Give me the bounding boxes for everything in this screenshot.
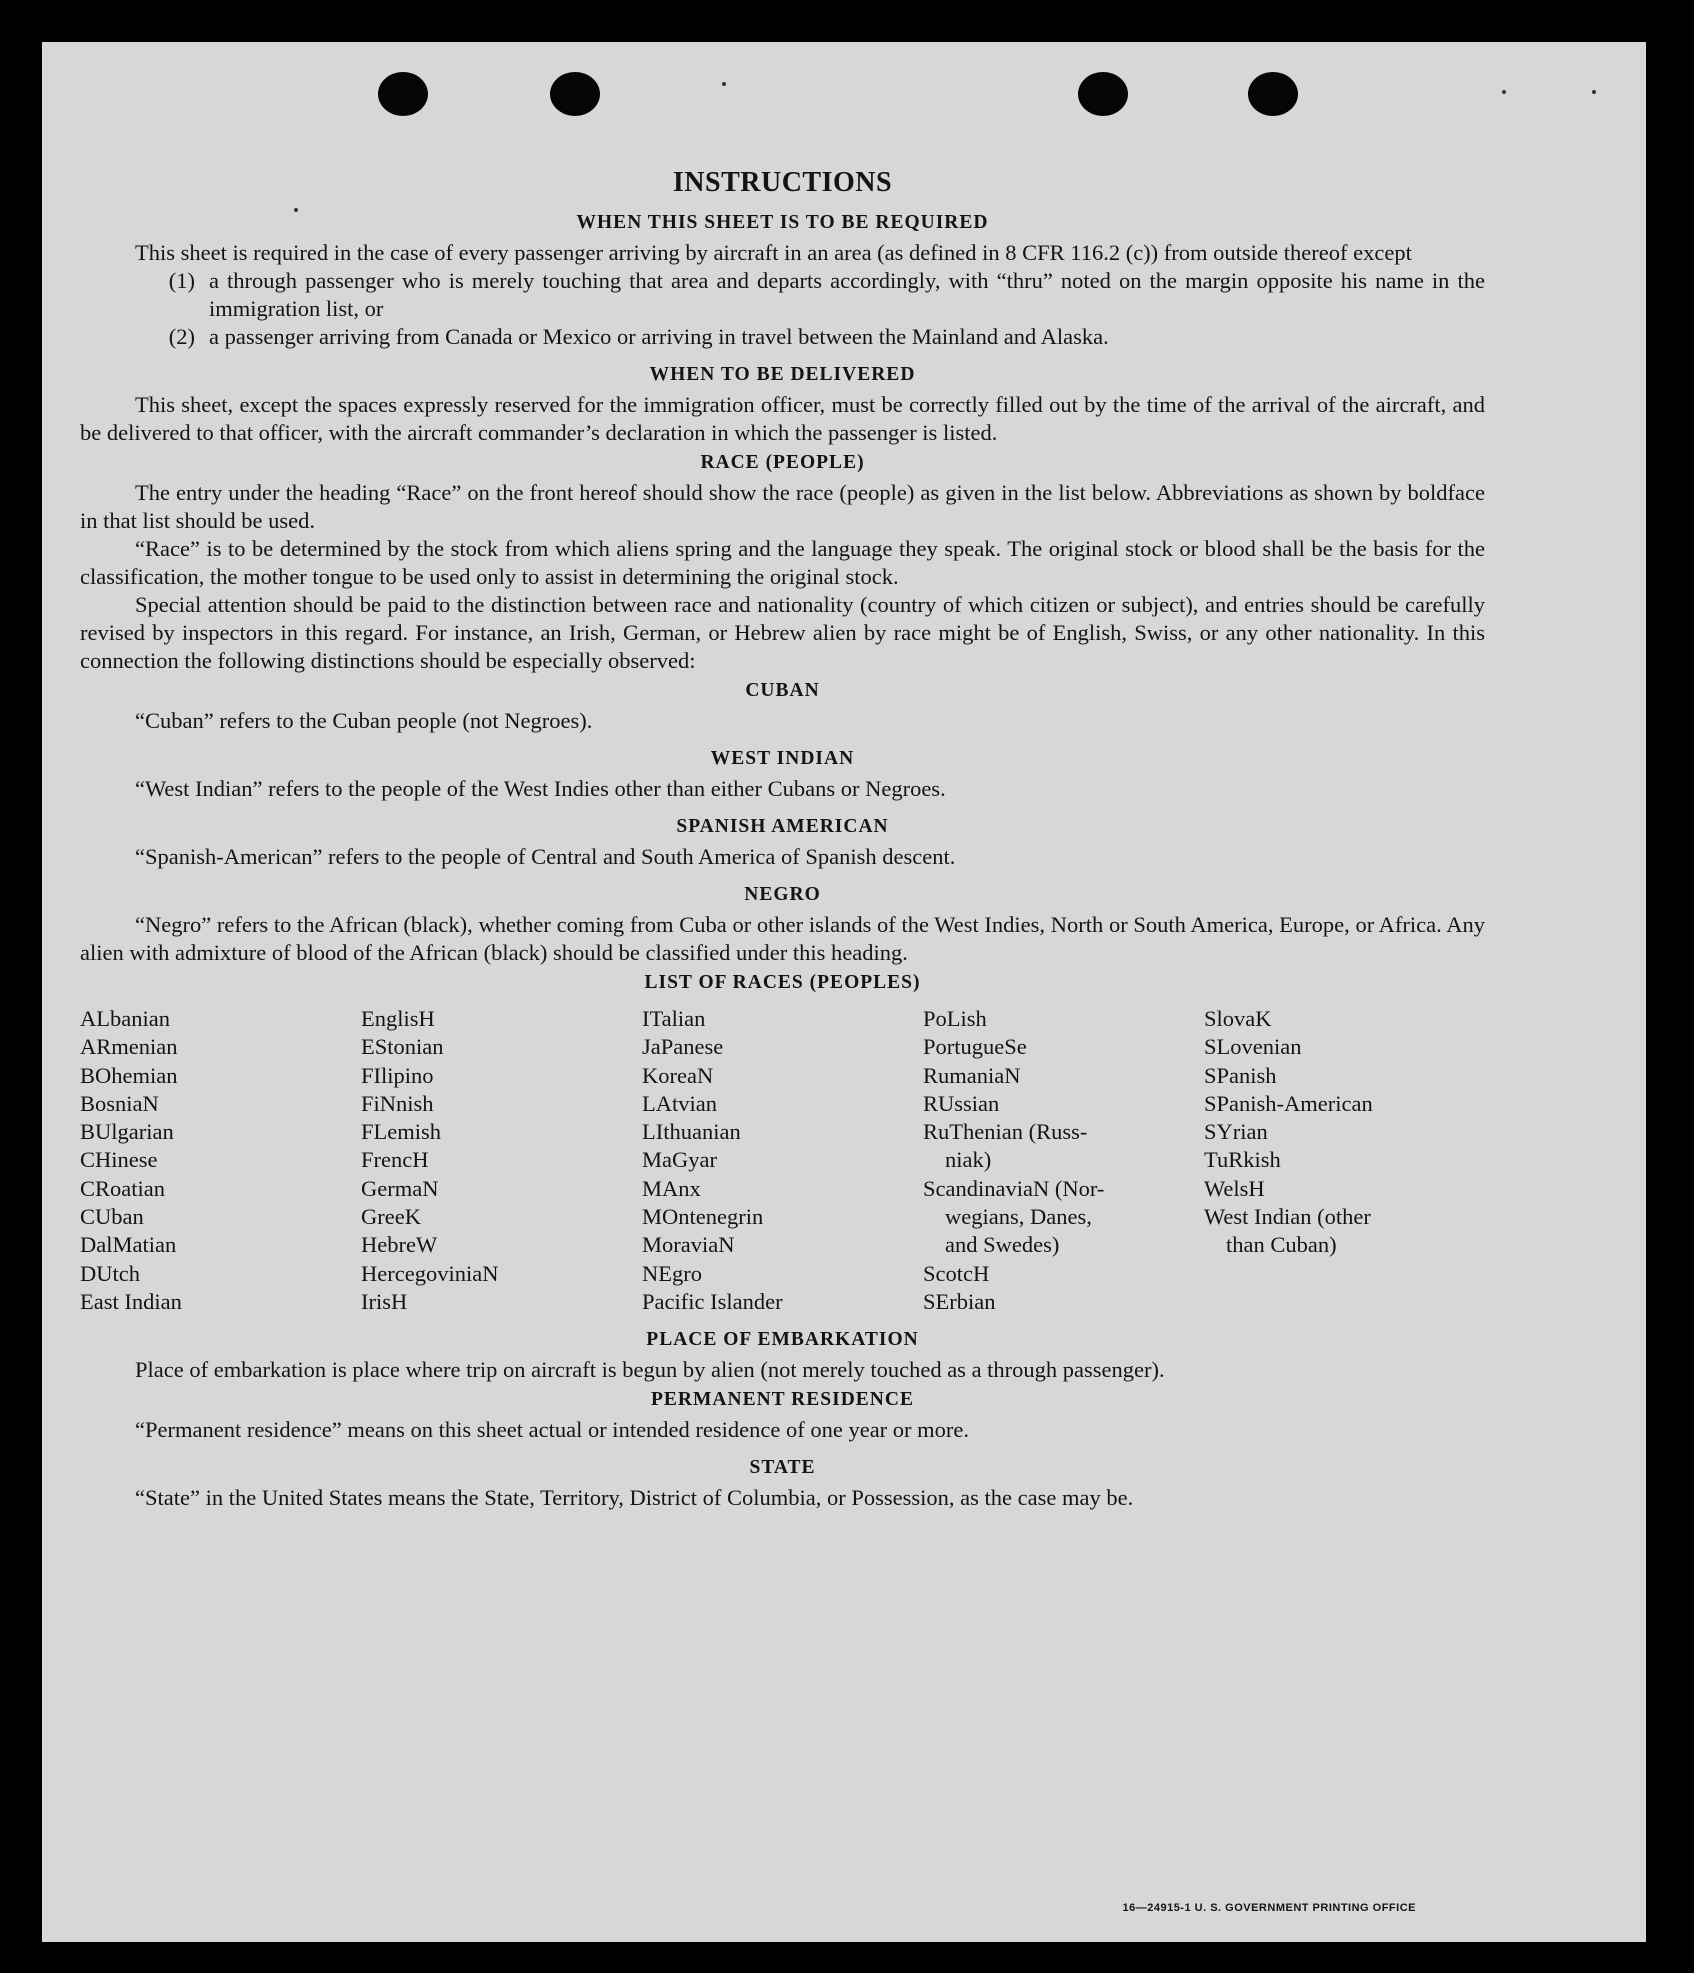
races-column	[923, 1005, 1204, 1316]
race-item: PoLish	[923, 1006, 987, 1031]
race-item: LIthuanian	[642, 1119, 741, 1145]
section-heading: RACE (PEOPLE)	[700, 452, 865, 473]
paragraph: “Spanish-American” refers to the people of Central and South America of Spanish descent.	[135, 844, 956, 869]
paragraph: “Race” is to be determined by the stock from which aliens spring and the language they speak. The original stock or blood shall be the basis for the classification, the mother tongue to be used only to assist in determining the original stock.	[80, 536, 1485, 589]
race-item: West Indian (other	[1204, 1204, 1371, 1230]
race-item: DalMatian	[80, 1232, 177, 1258]
race-item: EnglisH	[361, 1006, 435, 1031]
race-item: SYrian	[1204, 1119, 1268, 1145]
race-item: SPanish	[1204, 1062, 1277, 1088]
race-item: SPanish-American	[1204, 1090, 1373, 1116]
paragraph: This sheet is required in the case of every passenger arriving by aircraft in an area (as defined in 8 CFR 116.2 (c)) from outside thereof except	[135, 240, 1412, 265]
races-column	[642, 1005, 923, 1316]
speck	[1502, 90, 1506, 94]
punch-hole	[550, 72, 600, 116]
paragraph: Special attention should be paid to the distinction between race and nationality (country of which citizen or subject), and entries should be carefully revised by inspectors in this regard. For instance, an Irish, German, or Hebrew alien by race might be of English, Swiss, or any other nationality. In this connection the following distinctions should be especially observed:	[80, 592, 1485, 673]
section-heading: WHEN THIS SHEET IS TO BE REQUIRED	[576, 212, 989, 233]
punch-hole	[1078, 72, 1128, 116]
printer-imprint: 16—24915-1 U. S. GOVERNMENT PRINTING OFFICE	[1122, 1902, 1416, 1914]
race-item: SlovaK	[1204, 1006, 1272, 1031]
paragraph: “State” in the United States means the State, Territory, District of Columbia, or Possession, as the case may be.	[135, 1485, 1134, 1511]
race-item: FIlipino	[361, 1062, 434, 1088]
race-item: CRoatian	[80, 1175, 165, 1201]
race-item: ScotcH	[923, 1260, 990, 1286]
page-title: INSTRUCTIONS	[672, 167, 893, 198]
race-item: HercegoviniaN	[361, 1260, 499, 1286]
speck	[1592, 90, 1596, 94]
race-item: HebreW	[361, 1232, 438, 1258]
race-item: and Swedes)	[945, 1232, 1060, 1258]
item-text: a through passenger who is merely touching that area and departs accordingly, with “thru” noted on the margin opposite his name in the immigration list, or	[209, 268, 1485, 321]
item-text: a passenger arriving from Canada or Mexico or arriving in travel between the Mainland and Alaska.	[209, 324, 1109, 349]
race-item: BosniaN	[80, 1090, 159, 1116]
race-item: PortugueSe	[923, 1034, 1027, 1060]
race-item: ScandinaviaN (Nor-	[923, 1175, 1105, 1201]
punch-hole	[378, 72, 428, 116]
race-item: CUban	[80, 1204, 144, 1230]
race-item: BUlgarian	[80, 1119, 174, 1145]
race-item: BOhemian	[80, 1062, 178, 1088]
race-item: JaPanese	[642, 1034, 724, 1060]
section-heading: PLACE OF EMBARKATION	[646, 1329, 919, 1351]
race-item: WelsH	[1204, 1175, 1265, 1201]
race-item: RUssian	[923, 1090, 1000, 1116]
race-item: MoraviaN	[642, 1232, 735, 1258]
race-item: IrisH	[361, 1288, 408, 1314]
race-item: niak)	[945, 1147, 992, 1173]
race-item: MaGyar	[642, 1147, 717, 1173]
section-heading: NEGRO	[744, 884, 821, 905]
section-heading: CUBAN	[745, 680, 820, 701]
race-item: SLovenian	[1204, 1034, 1302, 1060]
race-item: MAnx	[642, 1175, 701, 1201]
list-item	[80, 323, 1485, 351]
item-number: (1)	[168, 268, 195, 293]
paragraph: The entry under the heading “Race” on the front hereof should show the race (people) as given in the list below. Abbreviations as shown by boldface in that list should be used.	[80, 480, 1485, 533]
section-heading: LIST OF RACES (PEOPLES)	[644, 972, 921, 993]
race-item: SErbian	[923, 1288, 996, 1314]
race-item: ARmenian	[80, 1034, 178, 1060]
race-item: ALbanian	[80, 1006, 170, 1031]
race-item: FiNnish	[361, 1090, 434, 1116]
races-column	[361, 1005, 642, 1316]
race-item: DUtch	[80, 1260, 140, 1286]
paragraph: This sheet, except the spaces expressly reserved for the immigration officer, must be correctly filled out by the time of the arrival of the aircraft, and be delivered to that officer, with the aircraft commander’s declaration in which the passenger is listed.	[80, 392, 1485, 445]
paragraph: “Permanent residence” means on this sheet actual or intended residence of one year or more.	[135, 1417, 970, 1443]
section-heading: PERMANENT RESIDENCE	[651, 1389, 914, 1411]
race-item: CHinese	[80, 1147, 158, 1173]
race-item: GreeK	[361, 1204, 421, 1230]
speck	[722, 82, 726, 86]
race-item: LAtvian	[642, 1090, 717, 1116]
races-column	[80, 1005, 361, 1316]
punch-hole	[1248, 72, 1298, 116]
race-item: ITalian	[642, 1006, 706, 1031]
item-number: (2)	[168, 324, 195, 349]
race-item: MOntenegrin	[642, 1204, 764, 1230]
race-item: RuThenian (Russ-	[923, 1119, 1088, 1145]
race-item: KoreaN	[642, 1062, 714, 1088]
document-sheet	[42, 42, 1646, 1942]
paragraph: “Cuban” refers to the Cuban people (not Negroes).	[135, 708, 593, 733]
race-item: than Cuban)	[1226, 1232, 1337, 1258]
race-item: Pacific Islander	[642, 1288, 783, 1314]
paragraph: “Negro” refers to the African (black), whether coming from Cuba or other islands of the West Indies, North or South America, Europe, or Africa. Any alien with admixture of blood of the African (black) should be classified under this heading.	[80, 912, 1485, 965]
race-item: FrencH	[361, 1147, 429, 1173]
races-list	[80, 1005, 1485, 1316]
section-heading: WEST INDIAN	[710, 748, 855, 769]
section-heading: SPANISH AMERICAN	[676, 816, 889, 837]
race-item: RumaniaN	[923, 1062, 1021, 1088]
races-column	[1204, 1005, 1485, 1316]
list-item	[80, 267, 1485, 323]
race-item: FLemish	[361, 1119, 442, 1145]
race-item: NEgro	[642, 1260, 702, 1286]
section-heading: STATE	[749, 1457, 816, 1479]
instructions-content	[80, 167, 1485, 1512]
race-item: East Indian	[80, 1288, 182, 1314]
race-item: TuRkish	[1204, 1147, 1281, 1173]
race-item: EStonian	[361, 1034, 444, 1060]
race-item: GermaN	[361, 1175, 439, 1201]
paragraph: “West Indian” refers to the people of the West Indies other than either Cubans or Negroes.	[135, 776, 946, 801]
race-item: wegians, Danes,	[945, 1204, 1092, 1230]
section-heading: WHEN TO BE DELIVERED	[649, 364, 916, 385]
paragraph: Place of embarkation is place where trip on aircraft is begun by alien (not merely touched as a through passenger).	[135, 1357, 1165, 1383]
